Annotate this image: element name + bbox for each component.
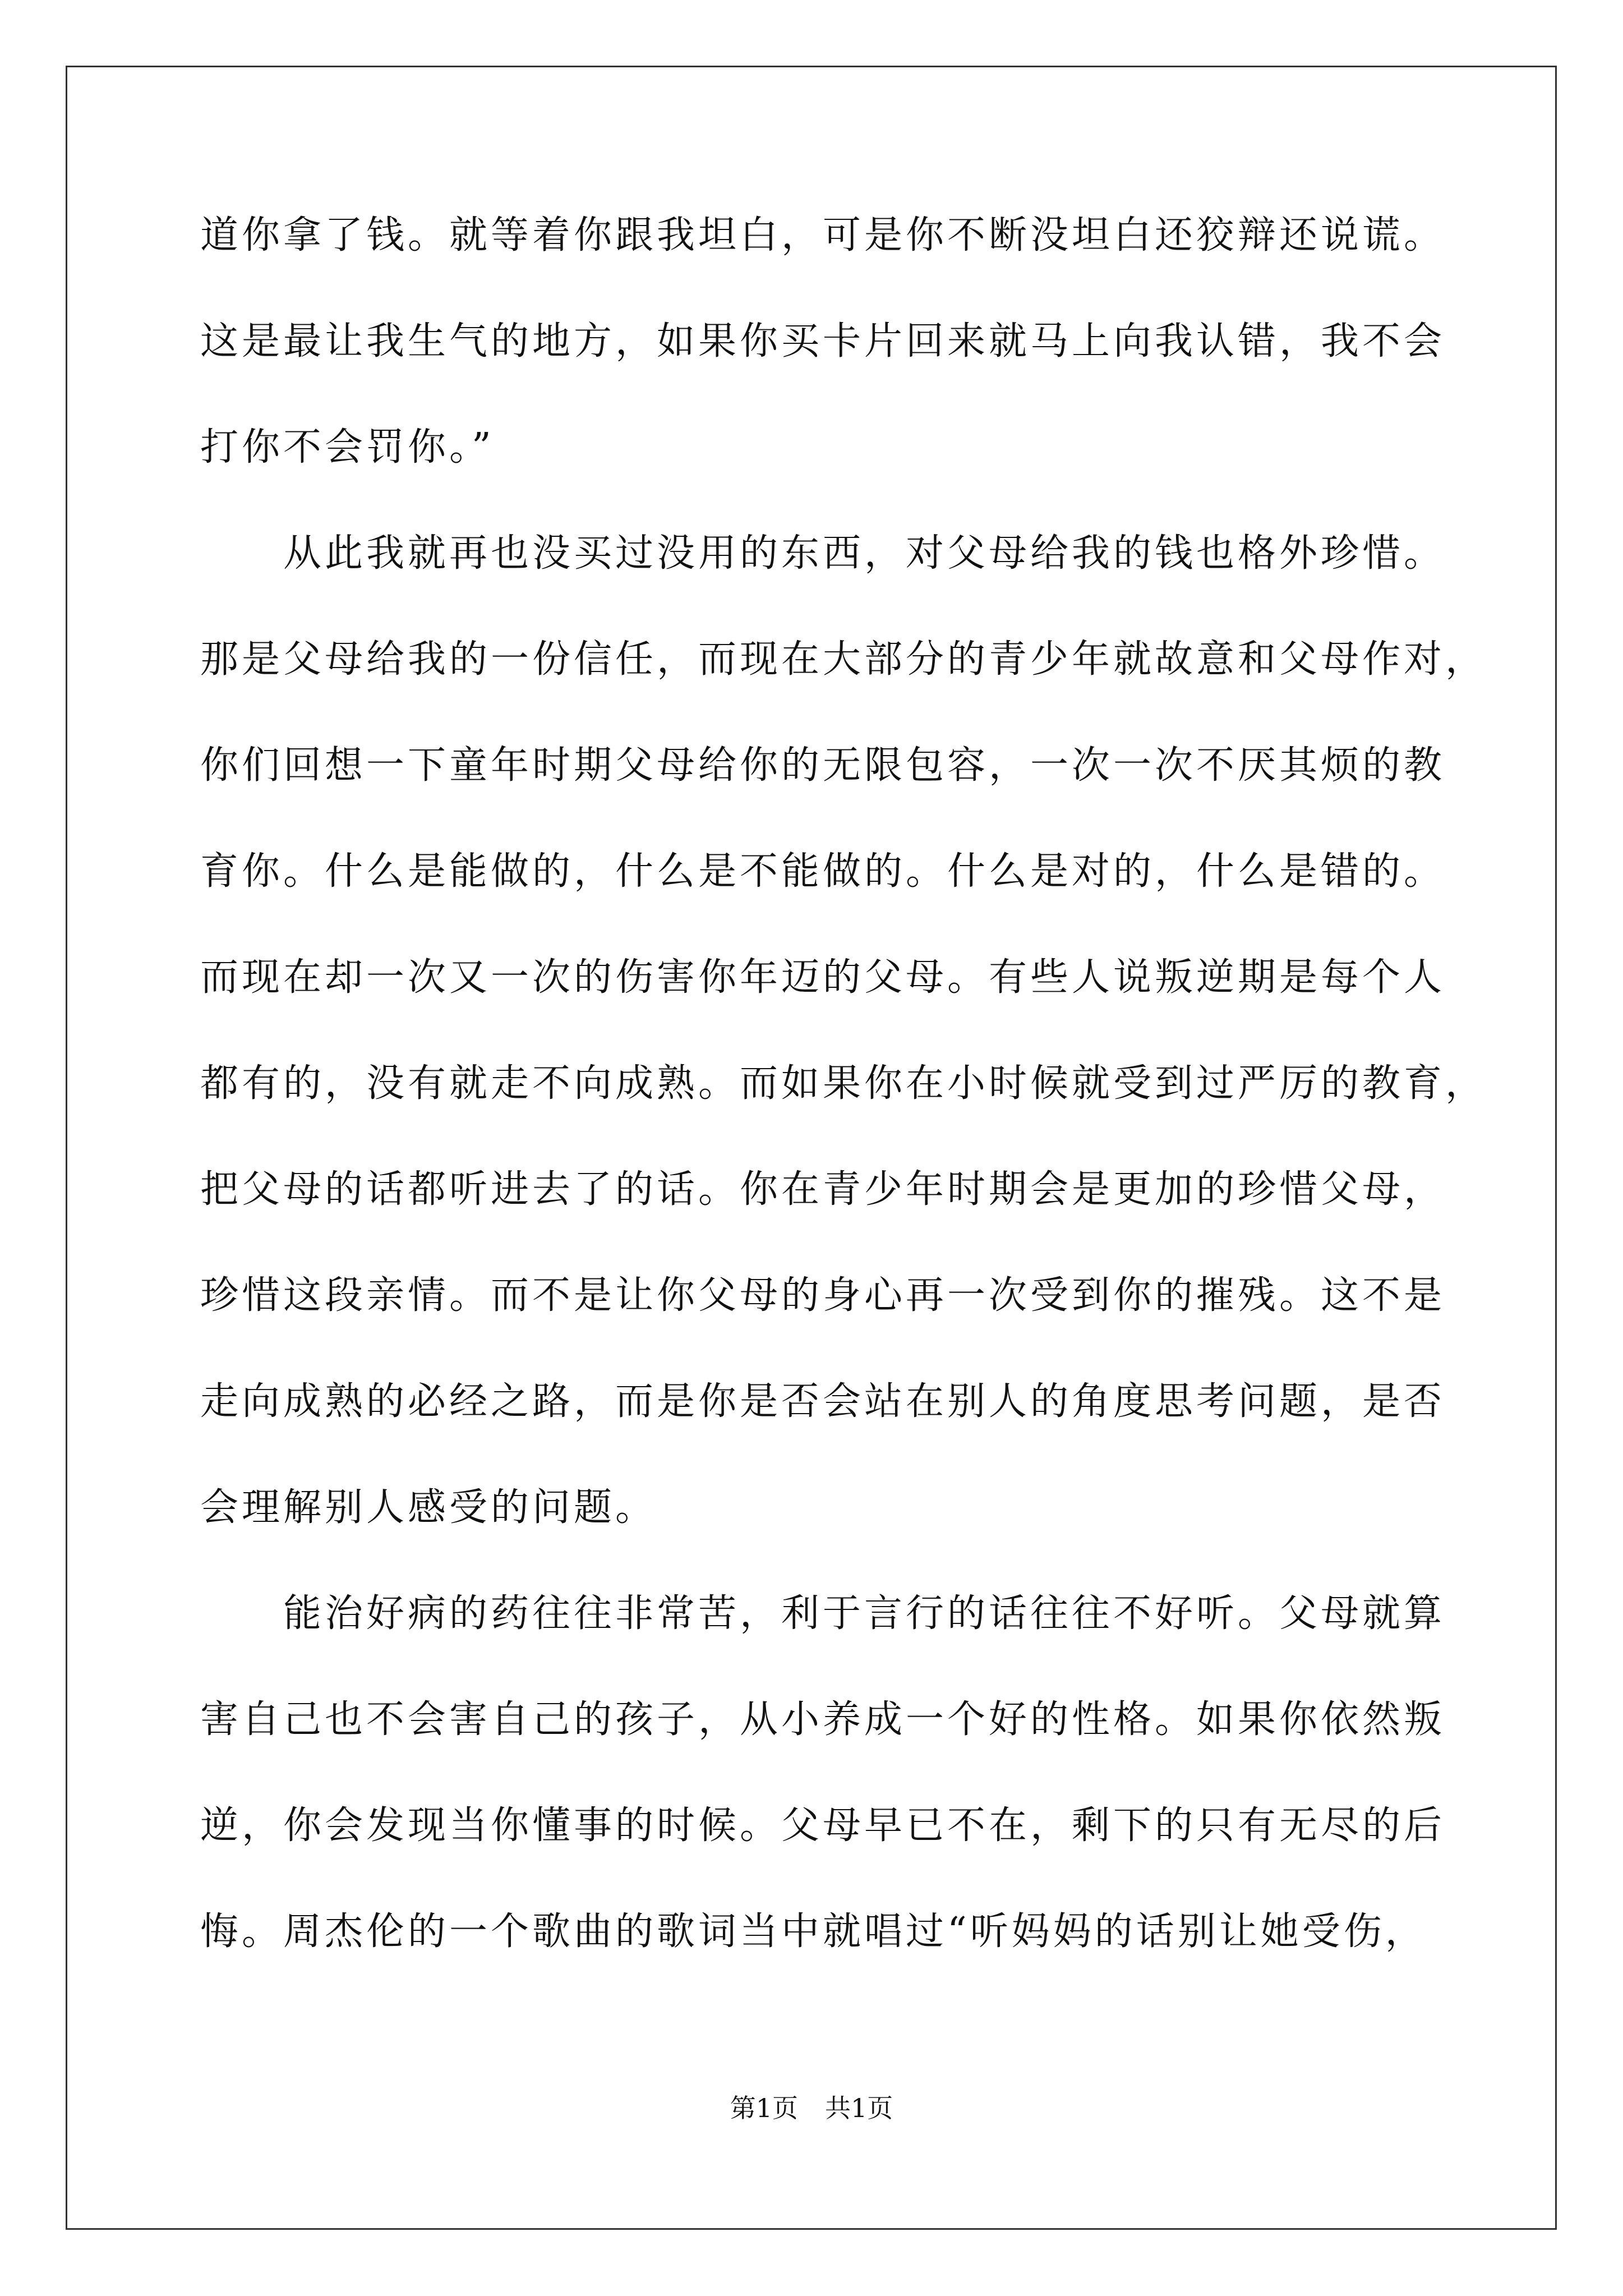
paragraph-start-line: 能治好病的药往往非常苦，利于言行的话往往不好听。父母就算 [283,1591,1446,1636]
text-line: 而现在却一次又一次的伤害你年迈的父母。有些人说叛逆期是每个人 [200,955,1446,1000]
text-line: 打你不会罚你。” [200,425,495,470]
page-number-current: 第1页 [730,2093,798,2123]
text-line: 害自己也不会害自己的孩子，从小养成一个好的性格。如果你依然叛 [200,1697,1446,1742]
text-line: 你们回想一下童年时期父母给你的无限包容，一次一次不厌其烦的教 [200,743,1446,788]
text-line: 珍惜这段亲情。而不是让你父母的身心再一次受到你的摧残。这不是 [200,1273,1446,1318]
document-body [200,213,1487,2016]
text-line: 走向成熟的必经之路，而是你是否会站在别人的角度思考问题，是否 [200,1379,1446,1424]
text-line: 把父母的话都听进去了的话。你在青少年时期会是更加的珍惜父母， [200,1167,1446,1212]
page-number-total: 共1页 [825,2093,893,2123]
text-line: 会理解别人感受的问题。 [200,1485,657,1530]
text-line: 逆，你会发现当你懂事的时候。父母早已不在，剩下的只有无尽的后 [200,1803,1446,1848]
paragraph-start-line: 从此我就再也没买过没用的东西，对父母给我的钱也格外珍惜。 [283,531,1446,576]
text-line: 这是最让我生气的地方，如果你买卡片回来就马上向我认错，我不会 [200,319,1446,364]
text-line: 悔。周杰伦的一个歌曲的歌词当中就唱过“听妈妈的话别让她受伤， [200,1910,1427,1954]
text-line: 都有的，没有就走不向成熟。而如果你在小时候就受到过严厉的教育， [200,1061,1487,1106]
text-line: 那是父母给我的一份信任，而现在大部分的青少年就故意和父母作对， [200,637,1487,682]
page-footer [0,2091,1623,2125]
text-line: 道你拿了钱。就等着你跟我坦白，可是你不断没坦白还狡辩还说谎。 [200,213,1446,257]
text-line: 育你。什么是能做的，什么是不能做的。什么是对的，什么是错的。 [200,849,1446,894]
